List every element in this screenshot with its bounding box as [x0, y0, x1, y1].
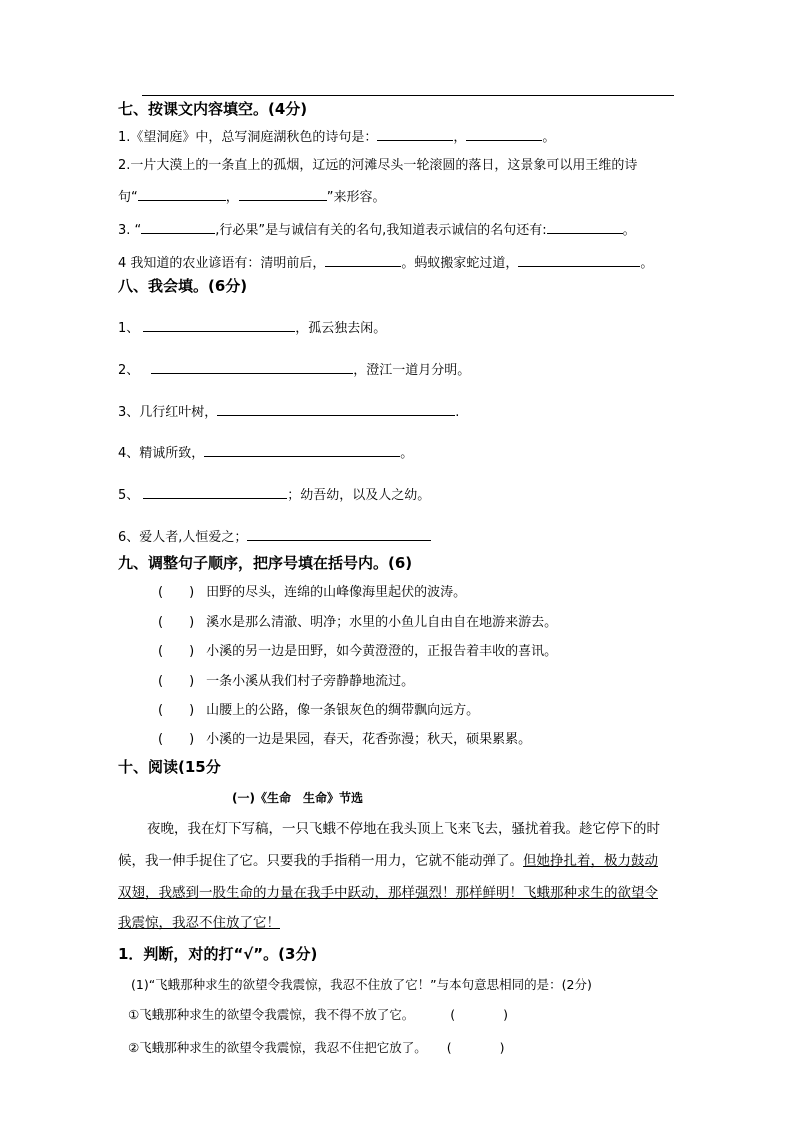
blank[interactable]: [239, 187, 327, 201]
section-9-title: 九、调整句子顺序，把序号填在括号内。(6): [118, 554, 413, 572]
sec7-q3: [118, 220, 636, 240]
left-paren: (: [158, 615, 164, 630]
item-end: 。: [400, 446, 414, 461]
blank[interactable]: [247, 527, 431, 541]
passage-title: (一)《生命 生命》节选: [232, 791, 363, 805]
sec7-q2-line1: 2.一片大漠上的一条直上的孤烟，辽远的河滩尽头一轮滚圆的落日，这景象可以用王维的诗: [118, 158, 638, 173]
left-paren: (: [450, 1007, 456, 1022]
order-item: [158, 584, 466, 602]
blank[interactable]: [143, 318, 295, 332]
sec7-q1-end: 。: [542, 130, 556, 145]
sentence: 小溪的一边是果园，春天，花香弥漫；秋天，硕果累累。: [206, 732, 532, 747]
sec7-q1-text: 1.《望洞庭》中，总写洞庭湖秋色的诗句是：: [118, 130, 378, 145]
item-text: ，澄江一道月分明。: [353, 363, 471, 378]
option-text: ②飞蛾那种求生的欲望令我震惊，我忍不住把它放了。: [128, 1040, 427, 1055]
left-paren: (: [446, 1040, 452, 1055]
option-text: ①飞蛾那种求生的欲望令我震惊，我不得不放了它。: [128, 1007, 415, 1022]
sec8-item-2: [118, 360, 470, 380]
sec7-q2-line2: [118, 187, 386, 207]
sentence: 小溪的另一边是田野，如今黄澄澄的，正报告着丰收的喜讯。: [206, 644, 558, 659]
underlined-sentence: 但她挣扎着，极力鼓动: [523, 853, 658, 869]
sec7-q4-text: 4 我知道的农业谚语有：清明前后，: [118, 256, 326, 271]
top-rule: [142, 95, 674, 96]
sentence: 山腰上的公路，像一条银灰色的绸带飘向远方。: [206, 703, 480, 718]
right-paren: ): [189, 615, 195, 630]
blank[interactable]: [466, 127, 542, 141]
sec7-q3-end: 。: [622, 223, 636, 238]
section-10-title: 十、阅读(15分: [118, 758, 221, 776]
order-item: [158, 673, 414, 691]
right-paren: ): [503, 1007, 508, 1022]
right-paren: ): [189, 585, 195, 600]
blank[interactable]: [377, 127, 453, 141]
sec7-q3-mid: ,行必果”是与诚信有关的名句,我知道表示诚信的名句还有:: [215, 223, 547, 238]
sec7-q4: [118, 253, 653, 273]
item-text: ；幼吾幼，以及人之幼。: [287, 488, 431, 503]
passage-text: 候，我一伸手捉住了它。只要我的手指稍一用力，它就不能动弹了。: [118, 853, 523, 869]
sec7-q4-end: 。: [640, 256, 654, 271]
order-item: [158, 702, 479, 720]
blank[interactable]: [151, 360, 353, 374]
passage-line-1: 夜晚，我在灯下写稿，一只飞蛾不停地在我头顶上飞来飞去，骚扰着我。趁它停下的时: [147, 821, 660, 837]
left-paren: (: [158, 732, 164, 747]
left-paren: (: [158, 585, 164, 600]
item-number: 5、: [118, 488, 140, 503]
item-text: 6、爱人者,人恒爱之；: [118, 530, 248, 545]
sec7-q3-text: 3. “: [118, 223, 142, 238]
sentence: 一条小溪从我们村子旁静静地流过。: [206, 674, 415, 689]
option-1: [128, 1006, 508, 1024]
order-item: [158, 614, 557, 632]
option-2: [128, 1039, 505, 1057]
left-paren: (: [158, 703, 164, 718]
sec7-q2-end: ”来形容。: [326, 190, 386, 205]
sec7-q2-sep: ，: [225, 190, 239, 205]
blank[interactable]: [547, 220, 623, 234]
question-1-1: (1)“飞蛾那种求生的欲望令我震惊，我忍不住放了它！”与本句意思相同的是：(2分): [131, 977, 592, 992]
item-text: 3、几行红叶树，: [118, 405, 218, 420]
right-paren: ): [189, 732, 195, 747]
right-paren: ): [189, 703, 195, 718]
blank[interactable]: [204, 443, 400, 457]
passage-line-2: [118, 852, 658, 870]
blank[interactable]: [143, 485, 287, 499]
right-paren: ): [189, 674, 195, 689]
passage-line-3: 双翅，我感到一股生命的力量在我手中跃动，那样强烈！那样鲜明！飞蛾那种求生的欲望令: [118, 885, 658, 901]
right-paren: ): [499, 1040, 505, 1055]
left-paren: (: [158, 644, 164, 659]
order-item: [158, 731, 531, 749]
blank[interactable]: [138, 187, 226, 201]
item-end: .: [455, 405, 460, 420]
sec8-item-5: [118, 485, 430, 505]
sec7-q2-text: 句“: [118, 190, 138, 205]
sec8-item-1: [118, 318, 386, 338]
item-number: 2、: [118, 363, 140, 378]
blank[interactable]: [325, 253, 401, 267]
sec8-item-4: [118, 443, 413, 463]
sentence: 田野的尽头，连绵的山峰像海里起伏的波涛。: [206, 585, 467, 600]
item-number: 1、: [118, 321, 140, 336]
section-7-title: 七、按课文内容填空。(4分): [118, 100, 308, 118]
section-8-title: 八、我会填。(6分): [118, 277, 248, 295]
sec7-q1: [118, 127, 555, 147]
sentence: 溪水是那么清澈、明净；水里的小鱼儿自由自在地游来游去。: [206, 615, 558, 630]
passage-line-4: 我震惊，我忍不住放了它！: [118, 915, 280, 931]
sec8-item-3: [118, 402, 459, 422]
item-text: ，孤云独去闲。: [295, 321, 387, 336]
blank[interactable]: [217, 402, 455, 416]
blank[interactable]: [518, 253, 640, 267]
sec8-item-6: [118, 527, 431, 547]
left-paren: (: [158, 674, 164, 689]
question-1-title: 1．判断，对的打“√”。(3分): [118, 945, 318, 963]
sec7-q4-mid: 。蚂蚁搬家蛇过道，: [401, 256, 519, 271]
item-text: 4、精诚所致，: [118, 446, 205, 461]
order-item: [158, 643, 557, 661]
sec7-q1-sep: ，: [453, 130, 467, 145]
blank[interactable]: [141, 220, 215, 234]
right-paren: ): [189, 644, 195, 659]
